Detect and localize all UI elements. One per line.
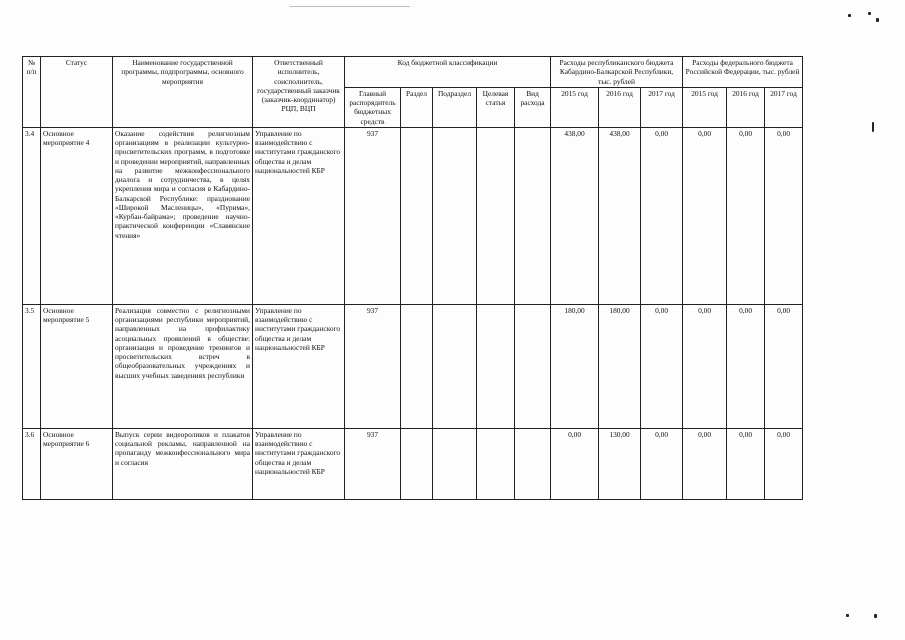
cell-rep-2015: 0,00: [551, 428, 599, 499]
cell-rep-2016: 180,00: [599, 304, 641, 428]
cell-fed-2017: 0,00: [765, 127, 803, 304]
scan-artifact-dot: [846, 614, 849, 617]
header-expense-type: Вид расхода: [515, 87, 551, 127]
cell-rep-2016: 438,00: [599, 127, 641, 304]
cell-num: 3.5: [23, 304, 41, 428]
cell-rep-2017: 0,00: [641, 428, 683, 499]
cell-responsible: Управление по взаимодействию с институтами гражданского общества и делам национальностей КБР: [253, 304, 345, 428]
table-row: [23, 428, 803, 499]
cell-status: Основное мероприятие 4: [41, 127, 113, 304]
cell-main-manager: 937: [345, 304, 401, 428]
cell-main-manager: 937: [345, 428, 401, 499]
header-name: Наименование государственной программы, подпрограммы, основного мероприятия: [113, 57, 253, 128]
header-fed-expenses: Расходы федерального бюджета Российской Федерации, тыс. рублей: [683, 57, 803, 88]
header-target: Целевая статья: [477, 87, 515, 127]
scan-artifact-dot: [872, 122, 874, 132]
header-rep-2016: 2016 год: [599, 87, 641, 127]
cell-responsible: Управление по взаимодействию с институтами гражданского общества и делам национальностей КБР: [253, 127, 345, 304]
cell-fed-2015: 0,00: [683, 127, 727, 304]
table-row: [23, 127, 803, 304]
scan-artifact-line: [290, 6, 410, 7]
cell-fed-2015: 0,00: [683, 304, 727, 428]
table-row: [23, 304, 803, 428]
cell-rep-2015: 438,00: [551, 127, 599, 304]
header-rep-2017: 2017 год: [641, 87, 683, 127]
header-status: Статус: [41, 57, 113, 128]
scan-artifact-dot: [848, 14, 851, 17]
cell-target: [477, 127, 515, 304]
cell-fed-2016: 0,00: [727, 127, 765, 304]
cell-rep-2015: 180,00: [551, 304, 599, 428]
header-subsection: Подраздел: [433, 87, 477, 127]
cell-expense-type: [515, 428, 551, 499]
cell-responsible: Управление по взаимодействию с институтами гражданского общества и делам национальностей КБР: [253, 428, 345, 499]
budget-table: [22, 56, 803, 500]
header-fed-2017: 2017 год: [765, 87, 803, 127]
cell-section: [401, 304, 433, 428]
cell-fed-2016: 0,00: [727, 304, 765, 428]
cell-fed-2017: 0,00: [765, 304, 803, 428]
cell-subsection: [433, 127, 477, 304]
header-responsible: Ответственный исполнитель, соисполнитель, государственный заказчик (заказчик-координатор) РЦП, ВЦП: [253, 57, 345, 128]
header-num: № п/п: [23, 57, 41, 128]
header-fed-2015: 2015 год: [683, 87, 727, 127]
cell-rep-2017: 0,00: [641, 127, 683, 304]
cell-num: 3.4: [23, 127, 41, 304]
cell-status: Основное мероприятие 5: [41, 304, 113, 428]
cell-main-manager: 937: [345, 127, 401, 304]
header-fed-2016: 2016 год: [727, 87, 765, 127]
scan-artifact-dot: [876, 18, 879, 22]
header-section: Раздел: [401, 87, 433, 127]
header-main-manager: Главный распорядитель бюджетных средств: [345, 87, 401, 127]
cell-fed-2017: 0,00: [765, 428, 803, 499]
scan-artifact-dot: [874, 614, 877, 618]
cell-subsection: [433, 304, 477, 428]
cell-rep-2017: 0,00: [641, 304, 683, 428]
header-budget-code: Код бюджетной классификации: [345, 57, 551, 88]
cell-subsection: [433, 428, 477, 499]
header-rep-expenses: Расходы республиканского бюджета Кабардино-Балкарской Республики, тыс. рублей: [551, 57, 683, 88]
cell-fed-2016: 0,00: [727, 428, 765, 499]
cell-num: 3.6: [23, 428, 41, 499]
cell-name: Выпуск серии видеороликов и плакатов социальной рекламы, направленной на пропаганду межконфессионального мира и согласия: [113, 428, 253, 499]
cell-name: Оказание содействия религиозным организациям в реализации культурно-просветительских программ, в подготовке и проведении мероприятий, направленных на развитие межконфессионального диалога и сотрудничества, в целях укрепления мира и согласия в Кабардино-Балкарской Республике: празднование «Широкой Масленицы», «Пурима», «Курбан-байрама»; проведение научно-практической конференции «Славянские чтения»: [113, 127, 253, 304]
cell-target: [477, 304, 515, 428]
cell-name: Реализация совместно с религиозными организациями республики мероприятий, направленных на профилактику асоциальных проявлений в обществе: организация и проведение тренингов и просветительских встреч в общеобразовательных учреждениях и высших учебных заведениях республики: [113, 304, 253, 428]
cell-section: [401, 428, 433, 499]
cell-status: Основное мероприятие 6: [41, 428, 113, 499]
header-rep-2015: 2015 год: [551, 87, 599, 127]
cell-fed-2015: 0,00: [683, 428, 727, 499]
cell-expense-type: [515, 304, 551, 428]
cell-expense-type: [515, 127, 551, 304]
cell-rep-2016: 130,00: [599, 428, 641, 499]
cell-target: [477, 428, 515, 499]
cell-section: [401, 127, 433, 304]
scan-artifact-dot: [868, 12, 871, 15]
table-header-row: [23, 57, 803, 88]
